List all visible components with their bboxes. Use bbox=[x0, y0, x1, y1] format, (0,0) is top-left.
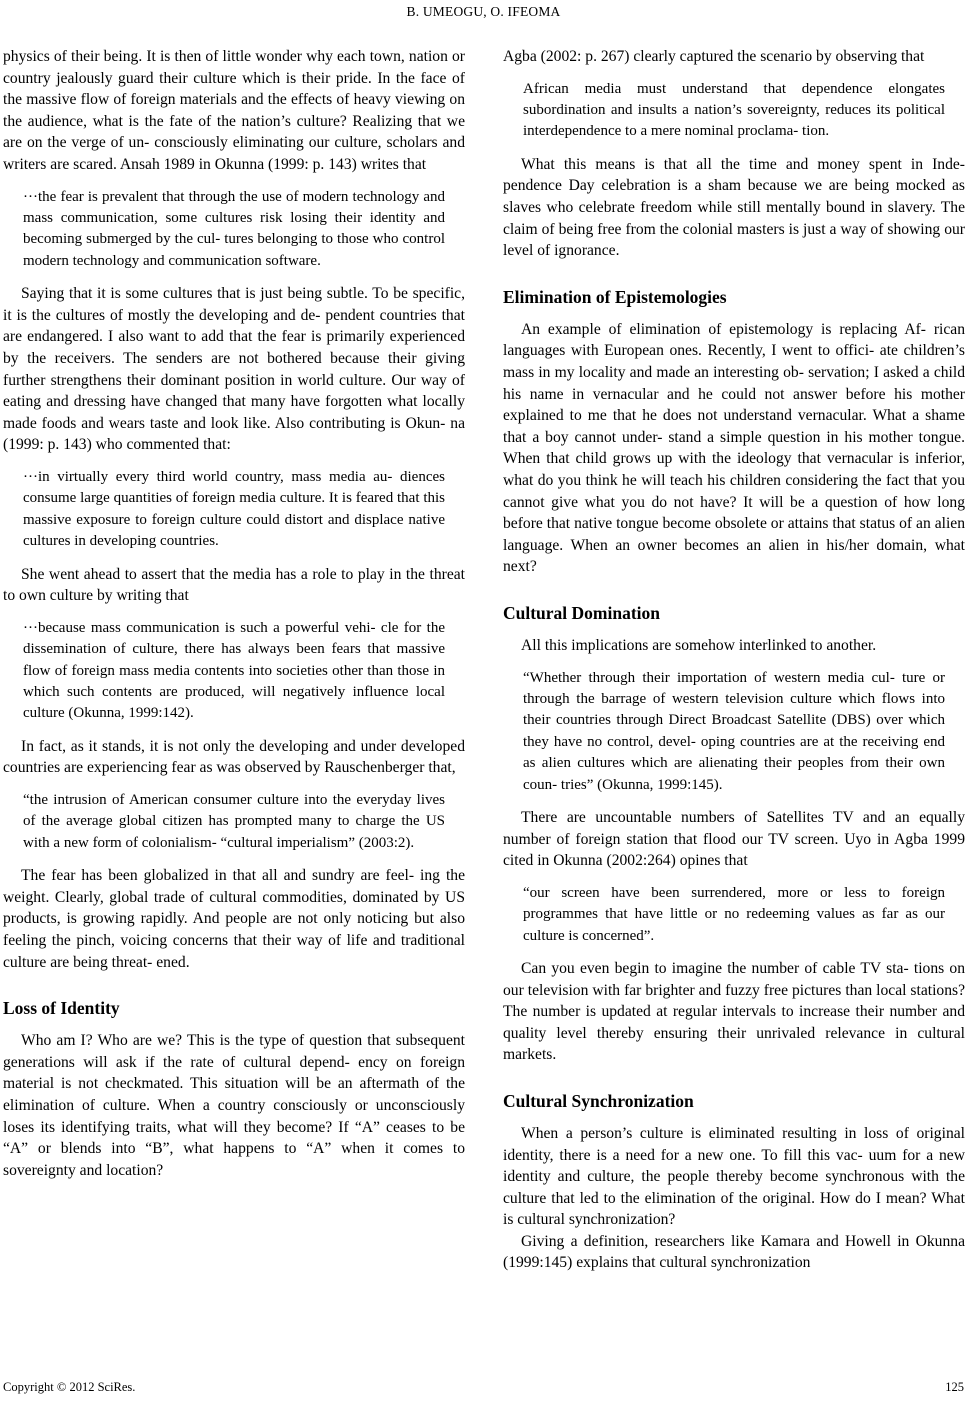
paragraph: physics of their being. It is then of little wonder why each town, nation or country jealously guard their culture which is their pride. In the face of the massive flow of foreign materials and the effects of heavy viewing on the audience, what is the fate of the nation’s culture? Realizing that we are on the verge of un- consciously eliminating our culture, scholars and writers are scared. Ansah 1989 in Okunna (1999: p. 143) writes that bbox=[3, 48, 465, 173]
paragraph: What this means is that all the time and money spent in Inde- pendence Day celebration is a sham because we are being mocked as slaves who celebrate freedom while still mentally bound in slavery. The claim of being free from the colonial masters is just a way of showing our level of ignorance. bbox=[503, 155, 965, 260]
paragraph: Agba (2002: p. 267) clearly captured the scenario by observing that bbox=[503, 48, 925, 65]
paragraph: She went ahead to assert that the media has a role to play in the threat to own culture by writing that bbox=[3, 565, 465, 605]
copyright-footer: Copyright © 2012 SciRes. bbox=[3, 1380, 136, 1394]
section-heading: Loss of Identity bbox=[3, 998, 120, 1019]
running-head: B. UMEOGU, O. IFEOMA bbox=[406, 4, 561, 19]
block-quote: ···in virtually every third world country, mass media au- diences consume large quantities of foreign media culture. It is feared that this massive exposure to foreign culture could distort and displace native cultures in developing countries. bbox=[23, 468, 445, 550]
paragraph: Giving a definition, researchers like Kamara and Howell in Okunna (1999:145) explains that cultural synchronization bbox=[503, 1232, 965, 1272]
page-number: 125 bbox=[945, 1380, 964, 1394]
paragraph: When a person’s culture is eliminated resulting in loss of original identity, there is a need for a new one. To fill this vac- uum for a new identity and culture, the people thereby become synchronous with the culture that led to the elimination of the original. How do I mean? What is cultural synchronization? bbox=[503, 1124, 965, 1229]
block-quote: “Whether through their importation of western media cul- ture or through the barrage of western television culture which flows into their countries through Direct Broadcast Satellite (DBS) over which they have no control, devel- oping countries are at the receiving end as alien cultures which are alienating their peoples from their own coun- tries” (Okunna, 1999:145). bbox=[523, 669, 945, 793]
paragraph: All this implications are somehow interlinked to another. bbox=[521, 636, 877, 654]
block-quote: ···the fear is prevalent that through the use of modern technology and mass communication, some cultures risk losing their identity and becoming submerged by the cul- tures belonging to those who control modern technology and communication software. bbox=[23, 188, 445, 269]
section-heading: Cultural Synchronization bbox=[503, 1090, 694, 1111]
section-heading: Elimination of Epistemologies bbox=[503, 286, 727, 307]
block-quote: “the intrusion of American consumer culture into the everyday lives of the average global citizen has prompted many to charge the US with a new form of colonialism- “cultural imperialism” (2003:2). bbox=[23, 791, 445, 851]
paragraph: The fear has been globalized in that all and sundry are feel- ing the weight. Clearly, global trade of cultural commodities, dominated by US products, is growing rapidly. And people are not only noticing but also feeling the pinch, voicing concerns that their way of life and traditional culture are being threat- ened. bbox=[3, 867, 465, 971]
paragraph: There are uncountable numbers of Satellites TV and an equally number of foreign station that flood our TV screen. Uyo in Agba 1999 cited in Okunna (2002:264) opines that bbox=[503, 808, 965, 870]
block-quote: African media must understand that dependence elongates subordination and insults a nation’s sovereignty, reduces its political interdependence to a mere nominal proclama- tion. bbox=[523, 80, 945, 140]
paragraph: Saying that it is some cultures that is just being subtle. To be specific, it is the cultures of mostly the developing and de- pendent countries that are endangered. I also want to add that the fear is primarily experienced by the receivers. The senders are not bothered because their giving further strengthens their dominant position in world culture. Our way of eating and dressing have changed that many have forgotten what locally made foods and wears taste and look like. Also contributing is Okun- na (1999: p. 143) who commented that: bbox=[3, 285, 465, 454]
left-column bbox=[3, 46, 465, 1181]
paragraph: Who am I? Who are we? This is the type of question that subsequent generations will ask if the rate of cultural depend- ency on foreign material is not checkmated. This situation will be an aftermath of the elimination of culture. When a country consciously or unconsciously loses its identifying traits, what will they become? If “A” ceases to be “A” or blends into “B”, what happens to “A” when it comes to sovereignty and location? bbox=[3, 1032, 465, 1179]
paragraph: Can you even begin to imagine the number of cable TV sta- tions on our television with far brighter and fuzzy free pictures than local stations? The number is updated at regular intervals to increase their number and quality level thereby ensuring their unrivaled relevance in cultural markets. bbox=[503, 959, 965, 1064]
right-column bbox=[503, 46, 965, 1274]
block-quote: “our screen have been surrendered, more or less to foreign programmes that have little or no redeeming values as far as our culture is concerned”. bbox=[523, 884, 945, 944]
paragraph: In fact, as it stands, it is not only the developing and under developed countries are experiencing fear as was observed by Rauschenberger that, bbox=[3, 737, 465, 777]
block-quote: ···because mass communication is such a powerful vehi- cle for the dissemination of culture, there has always been fears that massive flow of foreign mass media contents into societies other than those in which such contents are produced, will negatively influence local culture (Okunna, 1999:142). bbox=[23, 619, 445, 722]
paragraph: An example of elimination of epistemology is replacing Af- rican languages with European ones. Recently, I went to offici- ate children’s mass in my locality and made an interesting ob- servation; I asked a child his name in vernacular and he could not answer before his mother explained to me that he does not understand vernacular. What a shame that a boy cannot under- stand a simple question in his mother tongue. When that child grows up with the ideology that vernacular is inferior, what do you think he will teach his children considering the fact that you cannot give what you do not have? It will be a question of how long before that native tongue become obsolete or attains that status of an alien language. When an owner becomes an alien in his/her domain, what next? bbox=[503, 320, 965, 576]
section-heading: Cultural Domination bbox=[503, 602, 661, 623]
